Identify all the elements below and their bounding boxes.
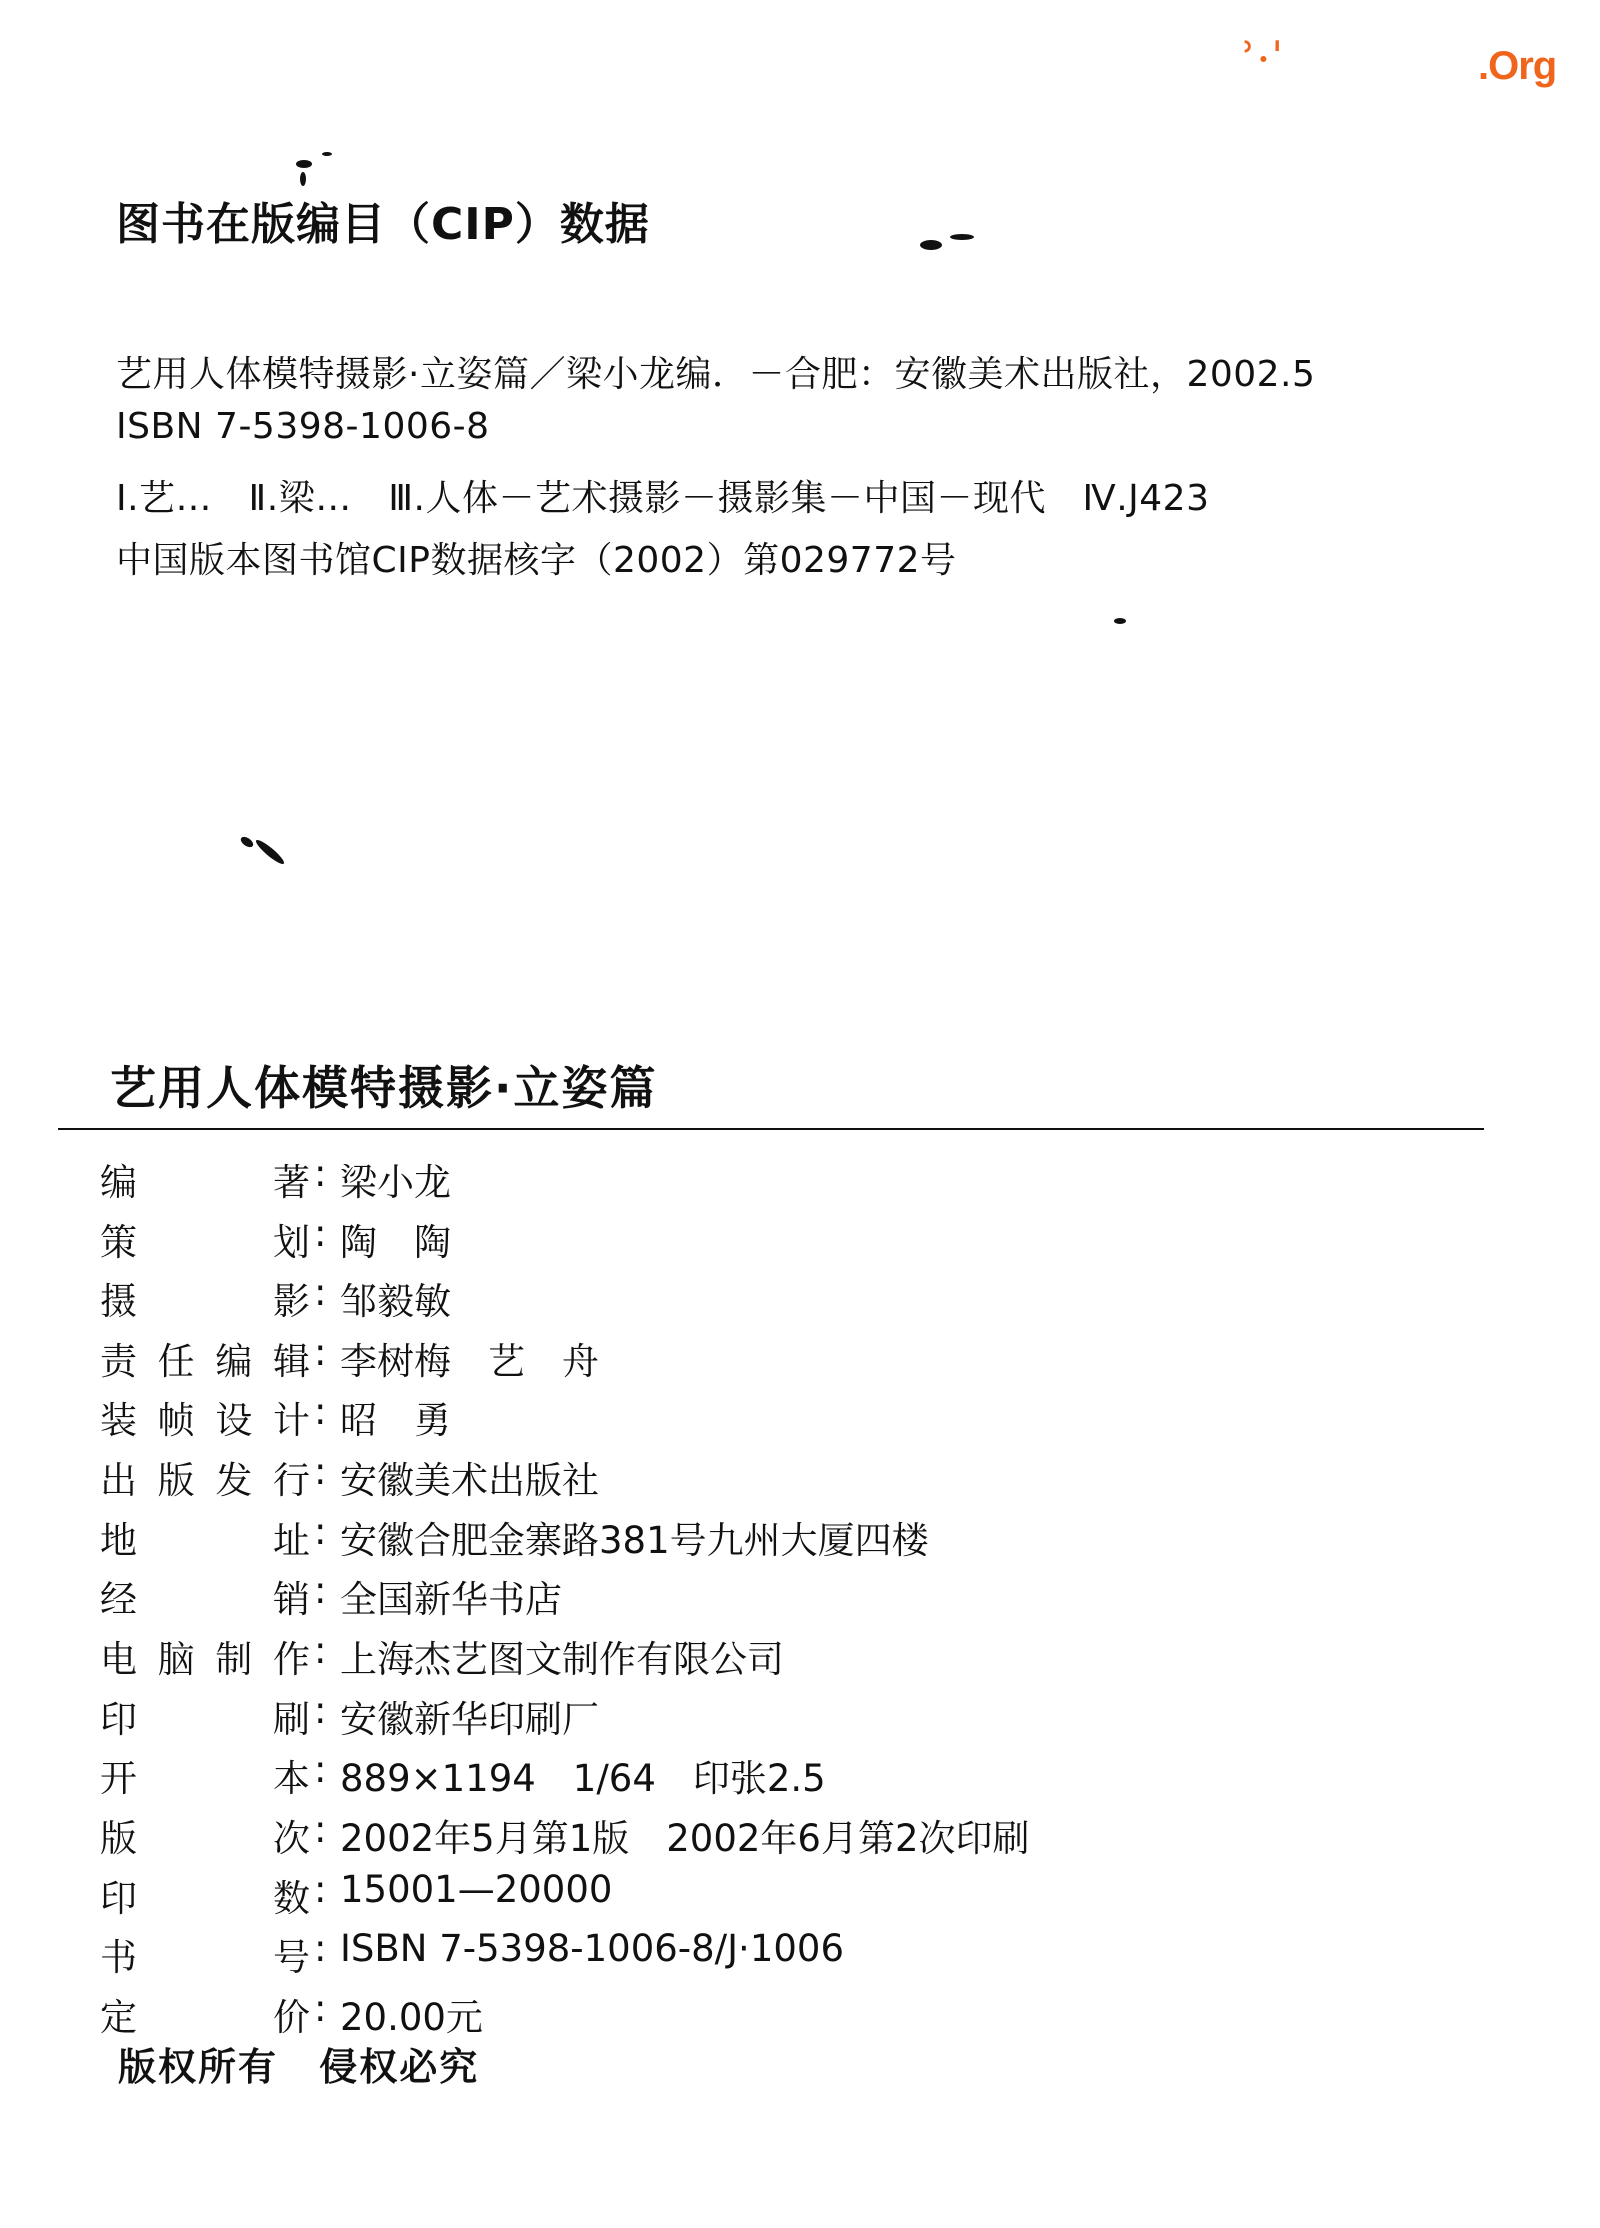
info-row-editor: 编著 : 梁小龙 xyxy=(100,1152,451,1204)
info-key: 摄影 xyxy=(100,1280,310,1323)
scan-speck xyxy=(322,152,332,156)
info-value: 安徽新华印刷厂 xyxy=(340,1698,599,1741)
info-key: 开本 xyxy=(100,1757,310,1800)
info-value: 安徽美术出版社 xyxy=(340,1459,599,1502)
info-key: 策划 xyxy=(100,1221,310,1264)
info-row-photographer: 摄影 : 邹毅敏 xyxy=(100,1271,451,1323)
info-key: 责任编辑 xyxy=(100,1340,310,1383)
scan-speck xyxy=(1114,618,1126,624)
scan-speck xyxy=(296,160,312,168)
info-row-typesetting: 电脑制作 : 上海杰艺图文制作有限公司 xyxy=(100,1629,784,1681)
info-row-address: 地址 : 安徽合肥金寨路381号九州大厦四楼 xyxy=(100,1510,929,1562)
info-value: 昭 勇 xyxy=(340,1399,451,1442)
info-value: 20.00元 xyxy=(340,1996,483,2039)
info-value: 15001—20000 xyxy=(340,1868,613,1911)
info-key: 印刷 xyxy=(100,1698,310,1741)
scan-speck xyxy=(239,835,255,850)
info-row-edition: 版次 : 2002年5月第1版 2002年6月第2次印刷 xyxy=(100,1808,1030,1860)
info-value: 889×1194 1/64 印张2.5 xyxy=(340,1757,826,1800)
watermark-text: .Org xyxy=(1478,44,1557,88)
info-value: 上海杰艺图文制作有限公司 xyxy=(340,1638,784,1681)
info-row-print-run: 印数 : 15001—20000 xyxy=(100,1868,613,1920)
scan-speck xyxy=(950,234,974,240)
info-row-responsible-editor: 责任编辑 : 李树梅 艺 舟 xyxy=(100,1331,599,1383)
info-value: 陶 陶 xyxy=(340,1221,451,1264)
info-value: ISBN 7-5398-1006-8/J·1006 xyxy=(340,1927,844,1970)
info-value: 李树梅 艺 舟 xyxy=(340,1340,599,1383)
info-row-printer: 印刷 : 安徽新华印刷厂 xyxy=(100,1689,599,1741)
info-value: 梁小龙 xyxy=(340,1161,451,1204)
info-row-planner: 策划 : 陶 陶 xyxy=(100,1212,451,1264)
info-key: 印数 xyxy=(100,1877,310,1920)
info-value: 全国新华书店 xyxy=(340,1578,562,1621)
info-row-design: 装帧设计 : 昭 勇 xyxy=(100,1390,451,1442)
cip-line-isbn: ISBN 7-5398-1006-8 xyxy=(116,406,490,447)
info-row-format: 开本 : 889×1194 1/64 印张2.5 xyxy=(100,1748,826,1800)
info-key: 编著 xyxy=(100,1161,310,1204)
info-row-price: 定价 : 20.00元 xyxy=(100,1987,483,2039)
info-key: 书号 xyxy=(100,1936,310,1979)
info-key: 电脑制作 xyxy=(100,1638,310,1681)
cip-line-classification: Ⅰ.艺… Ⅱ.梁… Ⅲ.人体－艺术摄影－摄影集－中国－现代 Ⅳ.J423 xyxy=(116,478,1210,519)
copyright-notice: 版权所有 侵权必究 xyxy=(118,2045,480,2089)
cip-line-title: 艺用人体模特摄影·立姿篇／梁小龙编．－合肥：安徽美术出版社，2002.5 xyxy=(116,354,1316,395)
cip-heading: 图书在版编目（CIP）数据 xyxy=(116,199,650,250)
info-key: 版次 xyxy=(100,1817,310,1860)
cip-line-record: 中国版本图书馆CIP数据核字（2002）第029772号 xyxy=(116,540,957,581)
title-divider xyxy=(58,1128,1484,1130)
info-value: 邹毅敏 xyxy=(340,1280,451,1323)
info-key: 地址 xyxy=(100,1519,310,1562)
watermark-logo-icon: ʾ·ˈ xyxy=(1242,32,1284,86)
scan-speck xyxy=(254,837,287,866)
info-key: 出版发行 xyxy=(100,1459,310,1502)
book-title: 艺用人体模特摄影·立姿篇 xyxy=(110,1061,658,1115)
info-row-publisher: 出版发行 : 安徽美术出版社 xyxy=(100,1450,599,1502)
info-key: 经销 xyxy=(100,1578,310,1621)
info-row-book-number: 书号 : ISBN 7-5398-1006-8/J·1006 xyxy=(100,1927,844,1979)
info-key: 定价 xyxy=(100,1996,310,2039)
info-value: 2002年5月第1版 2002年6月第2次印刷 xyxy=(340,1817,1030,1860)
info-value: 安徽合肥金寨路381号九州大厦四楼 xyxy=(340,1519,929,1562)
scan-speck xyxy=(300,172,306,186)
info-key: 装帧设计 xyxy=(100,1399,310,1442)
info-row-distributor: 经销 : 全国新华书店 xyxy=(100,1569,562,1621)
scan-speck xyxy=(920,240,942,250)
